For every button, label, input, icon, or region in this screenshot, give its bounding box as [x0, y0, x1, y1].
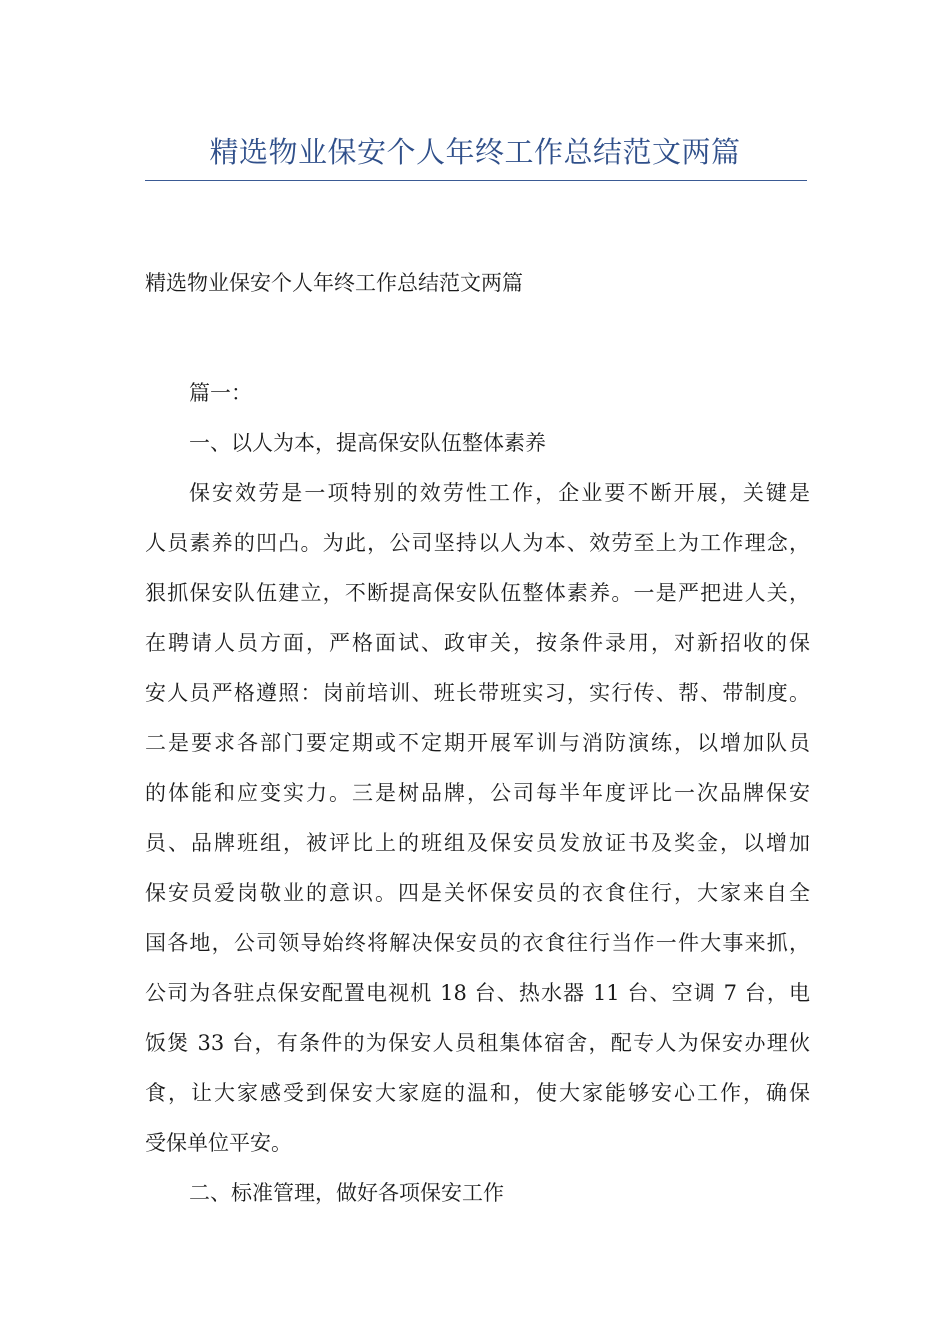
header-title: 精选物业保安个人年终工作总结范文两篇 [209, 135, 741, 169]
paragraph-line: 员、品牌班组，被评比上的班组及保安员发放证书及奖金，以增加 [145, 831, 810, 855]
section-heading-1: 一、以人为本，提高保安队伍整体素养 [189, 431, 546, 455]
paragraph-line: 饭煲 33 台，有条件的为保安人员租集体宿舍，配专人为保安办理伙 [145, 1031, 810, 1055]
part-label: 篇一： [189, 381, 252, 405]
paragraph-line: 安人员严格遵照：岗前培训、班长带班实习，实行传、帮、带制度。 [145, 681, 810, 705]
paragraph-line: 的体能和应变实力。三是树品牌，公司每半年度评比一次品牌保安 [145, 781, 810, 805]
paragraph-line: 人员素养的凹凸。为此，公司坚持以人为本、效劳至上为工作理念， [145, 531, 810, 555]
paragraph-line: 二是要求各部门要定期或不定期开展军训与消防演练，以增加队员 [145, 731, 810, 755]
document-body [145, 368, 810, 1218]
document-title: 精选物业保安个人年终工作总结范文两篇 [145, 271, 523, 295]
header-divider [145, 180, 807, 181]
paragraph-1 [145, 468, 810, 1168]
paragraph-line: 保安员爱岗敬业的意识。四是关怀保安员的衣食住行，大家来自全 [145, 881, 810, 905]
section-heading-2: 二、标准管理，做好各项保安工作 [189, 1181, 504, 1205]
paragraph-line: 保安效劳是一项特别的效劳性工作，企业要不断开展，关键是 [189, 481, 810, 505]
paragraph-line: 公司为各驻点保安配置电视机 18 台、热水器 11 台、空调 7 台，电 [145, 981, 810, 1005]
paragraph-line: 国各地，公司领导始终将解决保安员的衣食往行当作一件大事来抓， [145, 931, 810, 955]
paragraph-line: 受保单位平安。 [145, 1131, 292, 1155]
paragraph-line: 食，让大家感受到保安大家庭的温和，使大家能够安心工作，确保 [145, 1081, 810, 1105]
paragraph-line: 狠抓保安队伍建立，不断提高保安队伍整体素养。一是严把进人关， [145, 581, 810, 605]
paragraph-line: 在聘请人员方面，严格面试、政审关，按条件录用，对新招收的保 [145, 631, 810, 655]
